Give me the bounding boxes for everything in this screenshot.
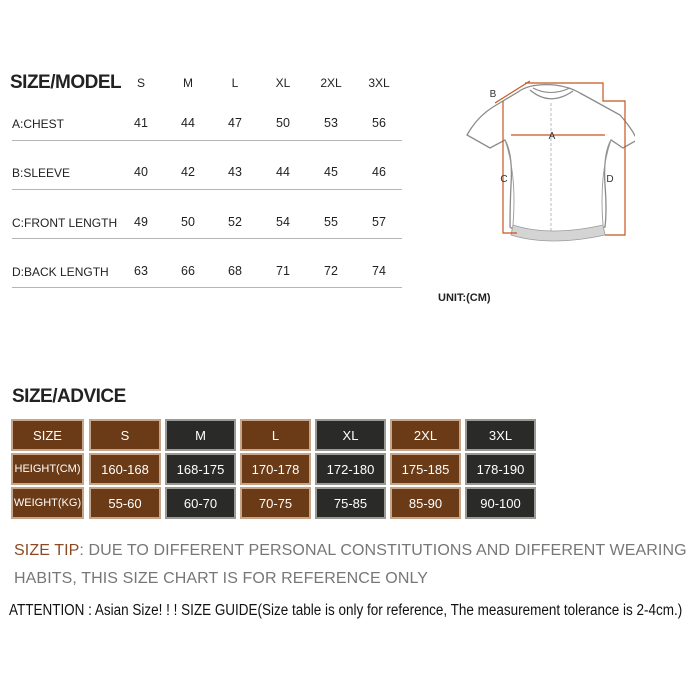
sleeve-3xl: 46 [372,165,386,179]
row-divider [12,140,402,141]
height-s: 160-168 [89,453,161,485]
advice-size-header: SIZE [11,419,84,451]
advice-size-l: L [240,419,311,451]
weight-2xl: 85-90 [390,487,461,519]
front-length-2xl: 55 [324,215,338,229]
row-divider [12,189,402,190]
row-divider [12,238,402,239]
size-header-3xl: 3XL [368,76,390,90]
back-length-s: 63 [134,264,148,278]
row-divider [12,287,402,288]
advice-size-s: S [89,419,161,451]
advice-size-m: M [165,419,236,451]
unit-label: UNIT:(CM) [438,292,491,304]
advice-size-3xl: 3XL [465,419,536,451]
front-length-s: 49 [134,215,148,229]
height-3xl: 178-190 [465,453,536,485]
size-tip-key: SIZE TIP [14,542,80,559]
size-tip-text-1: : DUE TO DIFFERENT PERSONAL CONSTITUTIONS AND DIFFERENT WEARING [79,542,687,559]
back-length-m: 66 [181,264,195,278]
sleeve-s: 40 [134,165,148,179]
label-c: C [500,174,508,185]
row-label-chest: A:CHEST [12,117,65,131]
front-length-xl: 54 [276,215,290,229]
label-a: A [548,131,556,142]
sleeve-2xl: 45 [324,165,338,179]
size-header-l: L [231,76,239,90]
chest-xl: 50 [276,116,290,130]
size-header-xl: XL [275,76,291,90]
sleeve-xl: 44 [276,165,290,179]
advice-weight-label: WEIGHT(KG) [11,487,84,519]
label-b: B [489,89,497,100]
size-header-m: M [183,76,193,90]
row-label-front-length: C:FRONT LENGTH [12,216,118,230]
attention-note: ATTENTION : Asian Size! ! ! SIZE GUIDE(Size table is only for reference, The measurement tolerance is 2-4cm.) [9,602,683,619]
jersey-diagram [455,75,635,260]
row-label-back-length: D:BACK LENGTH [12,265,109,279]
weight-s: 55-60 [89,487,161,519]
row-label-sleeve: B:SLEEVE [12,166,71,180]
size-tip-line-1 [14,542,687,560]
size-tip-line-2: HABITS, THIS SIZE CHART IS FOR REFERENCE ONLY [14,570,429,587]
advice-size-xl: XL [315,419,386,451]
size-model-title: SIZE/MODEL [10,72,122,93]
back-length-l: 68 [228,264,242,278]
front-length-m: 50 [181,215,195,229]
sleeve-m: 42 [181,165,195,179]
weight-xl: 75-85 [315,487,386,519]
chest-3xl: 56 [372,116,386,130]
back-length-2xl: 72 [324,264,338,278]
chest-m: 44 [181,116,195,130]
height-xl: 172-180 [315,453,386,485]
back-length-3xl: 74 [372,264,386,278]
height-2xl: 175-185 [390,453,461,485]
weight-3xl: 90-100 [465,487,536,519]
front-length-l: 52 [228,215,242,229]
chest-2xl: 53 [324,116,338,130]
sleeve-l: 43 [228,165,242,179]
size-header-s: S [136,76,145,90]
chest-l: 47 [228,116,242,130]
size-header-2xl: 2XL [320,76,342,90]
label-d: D [606,174,614,185]
size-advice-title: SIZE/ADVICE [12,386,126,407]
height-l: 170-178 [240,453,311,485]
back-length-xl: 71 [276,264,290,278]
advice-height-label: HEIGHT(CM) [11,453,84,485]
weight-l: 70-75 [240,487,311,519]
chest-s: 41 [134,116,148,130]
front-length-3xl: 57 [372,215,386,229]
weight-m: 60-70 [165,487,236,519]
height-m: 168-175 [165,453,236,485]
advice-size-2xl: 2XL [390,419,461,451]
